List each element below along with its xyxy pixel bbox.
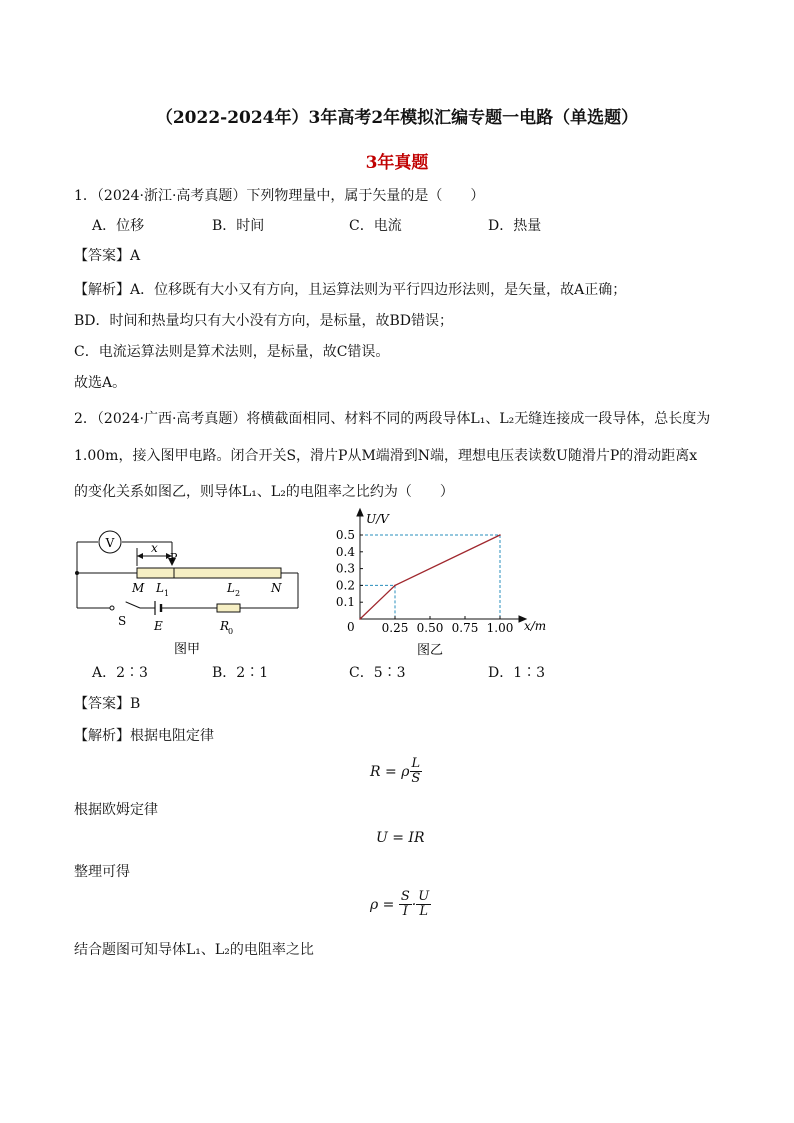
r0-sub: 0: [228, 627, 234, 636]
q2-answer: 【答案】B: [74, 696, 141, 712]
q1-option-d: D．热量: [488, 218, 542, 234]
q1-stem: 1．（2024·浙江·高考真题）下列物理量中，属于矢量的是（ ）: [74, 188, 485, 204]
q1-option-b: B．时间: [212, 218, 265, 234]
y-tick-label: 0.4: [335, 544, 355, 559]
r0-label: R: [220, 619, 230, 633]
conductor-l1: [137, 568, 174, 578]
conductor-l2: [174, 568, 281, 578]
equation-ohm-law: U = IR: [376, 830, 425, 846]
u-x-graph: [328, 505, 548, 660]
q1-analysis-1: 【解析】A．位移既有大小又有方向，且运算法则为平行四边形法则，是矢量，故A正确；: [74, 282, 627, 298]
equation-resistance-law: R = ρ $\frac{L}{S}$: [370, 756, 421, 786]
y-tick-label: 0.1: [335, 595, 355, 610]
q2-option-d: D．1∶3: [488, 665, 546, 681]
q2-option-b: B．2∶1: [212, 665, 269, 681]
section-heading: 3年真题: [365, 153, 429, 173]
x-tick-label: 0.75: [451, 621, 479, 635]
data-point: [359, 618, 361, 620]
q1-option-a: A．位移: [92, 218, 145, 234]
x-axis-label: x/m: [524, 619, 547, 633]
x-label: x: [151, 541, 158, 555]
y-tick-label: 0.5: [335, 528, 355, 542]
l2-label: L: [227, 581, 235, 595]
x-tick-label: 0.50: [416, 621, 444, 635]
q2-stem-line-3: 的变化关系如图乙，则导体L₁、L₂的电阻率之比约为（ ）: [74, 484, 454, 500]
data-point: [394, 585, 396, 587]
q2-text-ohm: 根据欧姆定律: [74, 802, 158, 818]
q2-option-a: A．2∶3: [92, 665, 148, 681]
y-axis-label: U/V: [366, 512, 389, 526]
circuit-caption: 图甲: [173, 642, 201, 657]
x-tick-label: 0.25: [381, 621, 409, 635]
q1-analysis-2: BD．时间和热量均只有大小没有方向，是标量，故BD错误；: [74, 313, 454, 329]
x-tick-label: 1.00: [486, 621, 514, 635]
guide-line: [360, 535, 500, 619]
resistor-r0: [217, 604, 240, 612]
q2-stem-line-1: 2．（2024·广西·高考真题）将横截面相同、材料不同的两段导体L₁、L₂无缝连接成一段导体，总长度为: [74, 411, 711, 427]
origin-label: 0: [347, 620, 355, 634]
y-tick-label: 0.3: [335, 561, 355, 576]
data-point: [499, 534, 501, 536]
n-label: N: [271, 581, 282, 595]
q1-answer: 【答案】A: [74, 248, 141, 264]
e-label: E: [154, 619, 163, 633]
equation-resistivity: ρ = $\frac{S}{I}$ · $\frac{U}{L}$: [370, 889, 430, 919]
q1-analysis-3: C．电流运算法则是算术法则，是标量，故C错误。: [74, 344, 390, 360]
l2-sub: 2: [235, 589, 241, 598]
l1-label: L: [156, 581, 164, 595]
p-label: P: [170, 551, 178, 564]
s-label: S: [118, 614, 127, 628]
q1-option-c: C．电流: [349, 218, 402, 234]
y-axis-arrow-icon: [357, 509, 363, 516]
q2-stem-line-2: 1.00m，接入图甲电路。闭合开关S，滑片P从M端滑到N端，理想电压表读数U随滑片P的滑动距离x: [74, 448, 698, 464]
q2-option-c: C．5∶3: [349, 665, 406, 681]
q2-text-conclusion: 结合题图可知导体L₁、L₂的电阻率之比: [74, 942, 314, 958]
q2-text-arrange: 整理可得: [74, 864, 130, 880]
q1-analysis-4: 故选A。: [74, 375, 127, 391]
y-tick-label: 0.2: [335, 578, 355, 593]
l1-sub: 1: [164, 589, 170, 598]
voltmeter-label: V: [105, 536, 115, 550]
q2-analysis-intro: 【解析】根据电阻定律: [74, 728, 214, 744]
m-label: M: [132, 581, 145, 595]
page-title: （2022-2024年）3年高考2年模拟汇编专题一电路（单选题）: [155, 108, 639, 128]
circuit-diagram: [60, 520, 310, 660]
series-line: [360, 535, 500, 619]
graph-caption: 图乙: [416, 643, 444, 658]
